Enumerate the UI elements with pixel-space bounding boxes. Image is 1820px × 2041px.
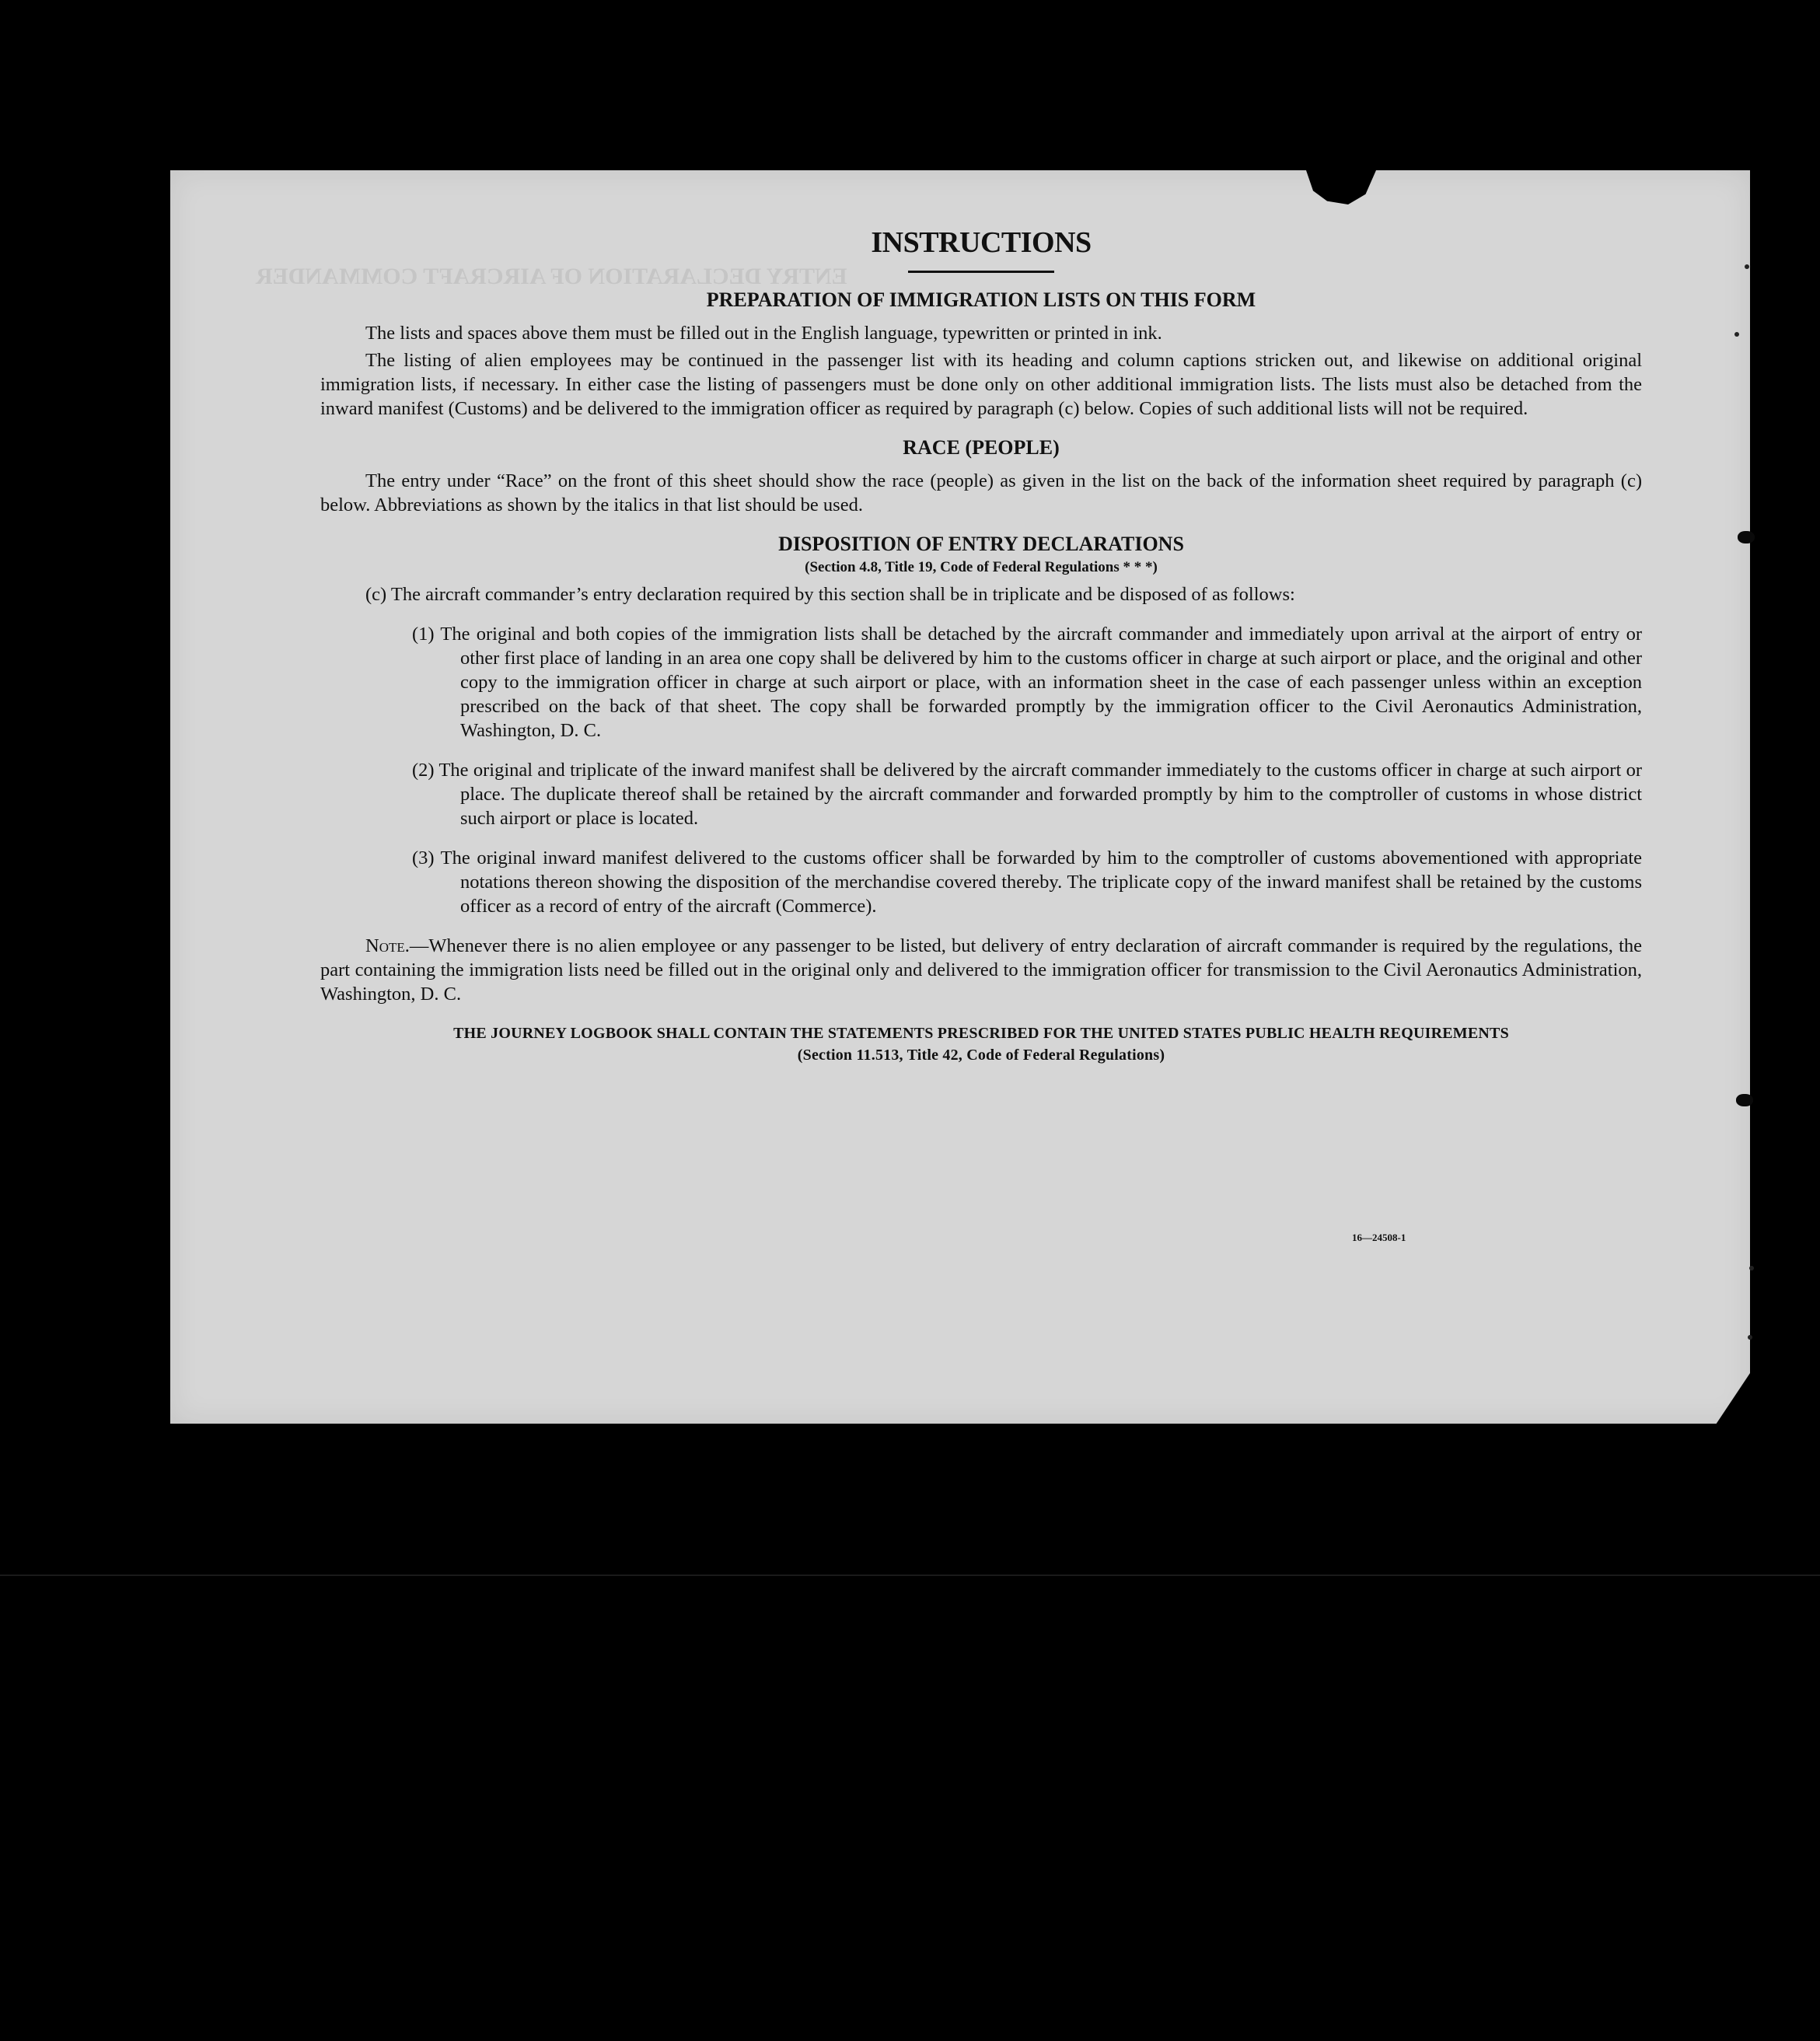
race-heading: RACE (PEOPLE) [903,436,1060,459]
bleed-through-text: ENTRY DECLARATION OF AIRCRAFT COMMANDER [256,264,847,289]
speck [1734,332,1739,337]
punch-hole [1736,1094,1753,1106]
preparation-paragraph-1: The lists and spaces above them must be filled out in the English language, typewritten or printed in ink. [365,323,1162,344]
health-requirements-citation: (Section 11.513, Title 42, Code of Federal Regulations) [797,1047,1165,1064]
title-underline [908,271,1054,273]
disposition-item-1: (1) The original and both copies of the immigration lists shall be detached by the aircraft commander and immediately upon arrival at the airport of entry or other first place of landing in an area one copy shall be delivered by him to the customs officer in charge at such airport or place, and the original and other copy to the immigration officer in charge at such airport or place, with an information sheet in the case of each passenger unless within an exception prescribed on the back of that sheet. The copy shall be forwarded promptly by the immigration officer to the Civil Aeronautics Administration, Washington, D. C. [412,624,1642,741]
note-paragraph [320,934,1642,1006]
note-label: Note. [365,935,410,956]
disposition-item-3: (3) The original inward manifest delivered to the customs officer shall be forwarded by him to the comptroller of customs abovementioned with appropriate notations thereon showing the disposition of the merchandise covered thereby. The triplicate copy of the inward manifest shall be retained by the customs officer as a record of entry of the aircraft (Commerce). [412,848,1642,917]
form-number: 16—24508-1 [1352,1232,1406,1243]
disposition-citation: (Section 4.8, Title 19, Code of Federal Regulations * * *) [805,559,1158,575]
note-text: —Whenever there is no alien employee or any passenger to be listed, but delivery of entry declaration of aircraft commander is required by the regulations, the part containing the immigration lists need be filled out in the original only and delivered to the immigration officer for transmission to the Civil Aeronautics Administration, Washington, D. C. [320,935,1642,1005]
instructions-content [320,225,1642,1065]
speck [1745,264,1749,269]
speck [1749,1266,1754,1270]
scan-artifact-line [0,1574,1820,1576]
page-title: INSTRUCTIONS [871,226,1092,259]
race-paragraph: The entry under “Race” on the front of this sheet should show the race (people) as given in the list on the back of the information sheet required by paragraph (c) below. Abbreviations as shown by the italics in that list should be used. [320,470,1642,515]
preparation-heading: PREPARATION OF IMMIGRATION LISTS ON THIS FORM [706,288,1256,311]
speck [1748,1335,1752,1340]
health-requirements-line: THE JOURNEY LOGBOOK SHALL CONTAIN THE STATEMENTS PRESCRIBED FOR THE UNITED STATES PUBLIC HEALTH REQUIREMENTS [453,1025,1509,1042]
preparation-paragraph-2: The listing of alien employees may be continued in the passenger list with its heading and column captions stricken out, and likewise on additional original immigration lists, if necessary. In either case the listing of passengers must be done only on other additional immigration lists. The lists must also be detached from the inward manifest (Customs) and be delivered to the immigration officer as required by paragraph (c) below. Copies of such additional lists will not be required. [320,350,1642,419]
punch-hole [1738,531,1755,543]
disposition-item-2: (2) The original and triplicate of the inward manifest shall be delivered by the aircraft commander immediately to the customs officer in charge at such airport or place. The duplicate thereof shall be retained by the aircraft commander and forwarded promptly by him to the comptroller of customs in whose district such airport or place is located. [412,760,1642,829]
disposition-intro: (c) The aircraft commander’s entry declaration required by this section shall be in triplicate and be disposed of as follows: [365,584,1295,605]
disposition-heading: DISPOSITION OF ENTRY DECLARATIONS [778,533,1184,555]
